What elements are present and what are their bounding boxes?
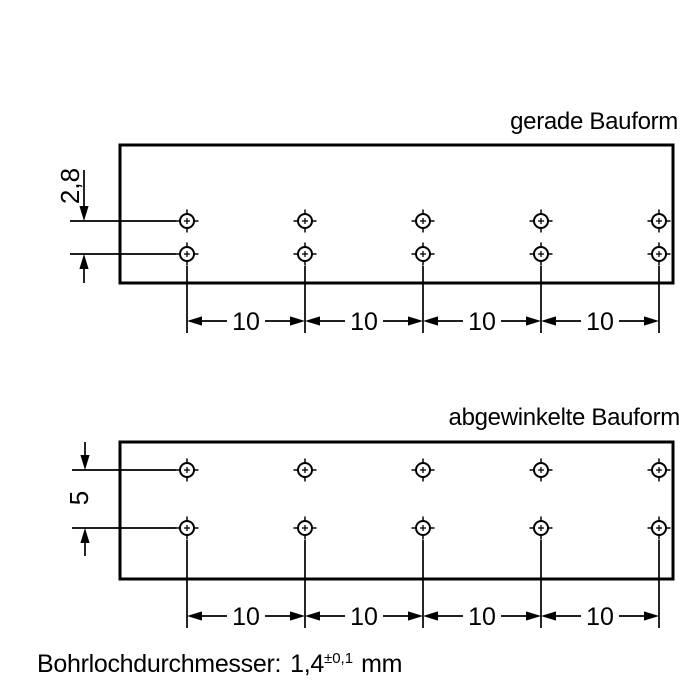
drill-hole-marker (648, 243, 671, 266)
drill-hole-marker (176, 459, 199, 482)
arrowhead-left (187, 611, 202, 620)
pitch-label: 10 (468, 308, 496, 336)
pitch-label: 10 (350, 603, 378, 631)
drill-hole-marker (530, 459, 553, 482)
drill-hole-marker (412, 517, 435, 540)
footer-label: Bohrlochdurchmesser: (37, 650, 282, 678)
arrowhead-right (408, 316, 423, 325)
drill-hole-marker (294, 459, 317, 482)
drill-hole-marker (176, 210, 199, 233)
drill-hole-marker (294, 210, 317, 233)
drill-hole-marker (530, 517, 553, 540)
pitch-label: 10 (586, 603, 614, 631)
arrowhead-left (305, 316, 320, 325)
pitch-label: 10 (232, 308, 260, 336)
arrowhead-left (423, 611, 438, 620)
drill-hole-marker (294, 243, 317, 266)
drill-hole-marker (648, 459, 671, 482)
arrowhead-down (79, 206, 88, 221)
arrowhead-right (290, 611, 305, 620)
footer-tolerance: ±0,1 (323, 650, 354, 667)
arrowhead-left (187, 316, 202, 325)
connector-body-outline (120, 145, 673, 283)
drill-diameter-note (37, 650, 402, 679)
arrowhead-left (541, 316, 556, 325)
arrowhead-up (79, 254, 88, 269)
row-spacing-label: 5 (64, 490, 94, 506)
arrowhead-down (80, 455, 89, 470)
drill-hole-marker (530, 210, 553, 233)
arrowhead-right (644, 316, 659, 325)
drill-hole-marker (648, 517, 671, 540)
drill-hole-marker (176, 517, 199, 540)
footer-value: 1,4 (290, 650, 324, 678)
arrowhead-up (80, 528, 89, 543)
drill-hole-marker (412, 210, 435, 233)
arrowhead-right (408, 611, 423, 620)
drill-hole-marker (530, 243, 553, 266)
arrowhead-left (305, 611, 320, 620)
footer-unit: mm (361, 650, 403, 678)
arrowhead-right (526, 611, 541, 620)
arrowhead-right (526, 316, 541, 325)
gerade-bauform-diagram (55, 145, 673, 336)
diagram-title-gerade: gerade Bauform (510, 108, 678, 135)
drill-hole-marker (294, 517, 317, 540)
row-spacing-label: 2,8 (55, 167, 85, 205)
connector-body-outline (120, 442, 673, 579)
arrowhead-left (423, 316, 438, 325)
pitch-label: 10 (586, 308, 614, 336)
arrowhead-left (541, 611, 556, 620)
arrowhead-right (644, 611, 659, 620)
drill-hole-marker (412, 243, 435, 266)
pitch-label: 10 (350, 308, 378, 336)
arrowhead-right (290, 316, 305, 325)
abgewinkelte-bauform-diagram (64, 442, 673, 631)
diagram-title-abgewinkelte: abgewinkelte Bauform (448, 404, 680, 431)
drill-hole-marker (412, 459, 435, 482)
pitch-label: 10 (468, 603, 496, 631)
pitch-label: 10 (232, 603, 260, 631)
drill-hole-marker (648, 210, 671, 233)
drill-hole-marker (176, 243, 199, 266)
